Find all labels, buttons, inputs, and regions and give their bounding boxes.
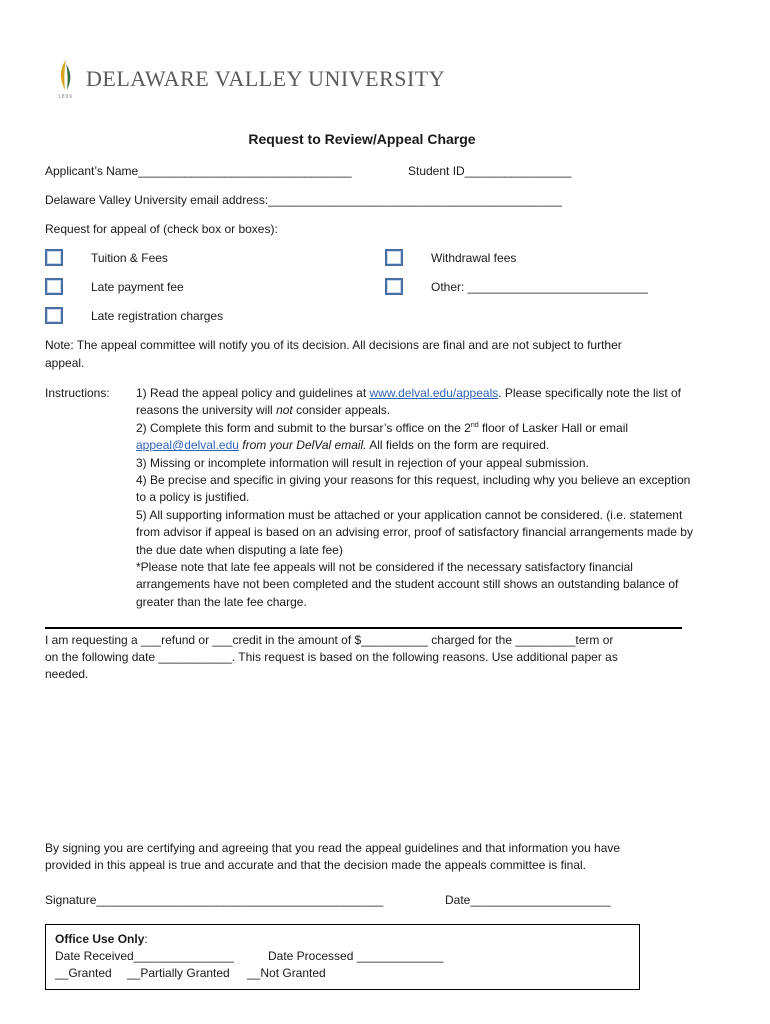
note-line-2: appeal. [45,356,85,370]
founding-year: 1896 [58,94,74,100]
date-received-field[interactable]: Date Received_______________ [55,949,234,963]
granted-option[interactable]: __Granted [55,966,112,980]
instruction-4: 4) Be precise and specific in giving your reasons for this request, including why you believe an exception to a policy is justified. [136,473,691,505]
signature-field[interactable]: Signature___________________________________________ [45,893,384,907]
applicant-name-field[interactable]: Applicant’s Name________________________________ [45,164,352,178]
request-line-2[interactable]: on the following date ___________. This request is based on the following reasons. Use additional paper as [45,650,618,664]
not-granted-option[interactable]: __Not Granted [247,966,326,980]
other-field[interactable]: Other: ___________________________ [431,280,648,294]
instruction-2: 2) Complete this form and submit to the bursar’s office on the 2nd floor of Lasker Hall or email appeal@delval.edu from your DelVal email. All fields on the form are required. [136,420,629,453]
partially-granted-option[interactable]: __Partially Granted [127,966,230,980]
university-name: DELAWARE VALLEY UNIVERSITY [86,66,446,91]
certify-line-2: provided in this appeal is true and accurate and that the decision made the appeals committee is final. [45,858,586,872]
date-processed-field[interactable]: Date Processed _____________ [268,949,444,963]
office-use-box [45,924,640,990]
withdrawal-checkbox[interactable] [385,249,403,266]
tuition-label: Tuition & Fees [91,251,168,265]
late-payment-checkbox[interactable] [45,278,63,295]
page-title: Request to Review/Appeal Charge [248,131,476,147]
request-intro: Request for appeal of (check box or boxes): [45,222,278,236]
certify-line-1: By signing you are certifying and agreeing that you read the appeal guidelines and that information you have [45,841,621,855]
withdrawal-label: Withdrawal fees [431,251,517,265]
section-divider [45,627,682,629]
late-payment-label: Late payment fee [91,280,184,294]
reasons-area[interactable] [45,686,682,836]
appeal-email-link[interactable]: appeal@delval.edu [136,438,239,453]
instructions-label: Instructions: [45,386,110,400]
student-id-field[interactable]: Student ID________________ [408,164,572,178]
late-registration-checkbox[interactable] [45,307,63,324]
instruction-5: 5) All supporting information must be attached or your application cannot be considered. (i.e. statement from advisor if appeal is based on an advising error, proof of satisfactory financial arrangements made by the due date when disputing a late fee) [136,507,693,557]
office-use-title: Office Use Only: [55,932,148,946]
other-checkbox[interactable] [385,278,403,295]
appeals-link[interactable]: www.delval.edu/appeals [369,386,499,400]
instruction-3: 3) Missing or incomplete information will result in rejection of your appeal submission. [136,455,589,470]
instruction-6: *Please note that late fee appeals will not be considered if the necessary satisfactory financial arrangements have not been completed and the student account still shows an outstanding balance of greater than the late fee charge. [136,560,679,609]
wheat-leaf-icon [56,58,76,98]
instruction-1: 1) Read the appeal policy and guidelines at www.delval.edu/appeals. Please specifically note the list of reasons the university will not consider appeals. [136,386,682,418]
university-logo [56,58,76,98]
late-registration-label: Late registration charges [91,309,224,323]
date-field[interactable]: Date_____________________ [445,893,611,907]
tuition-checkbox[interactable] [45,249,63,266]
email-field[interactable]: Delaware Valley University email address:____________________________________________ [45,193,562,207]
note-line-1: Note: The appeal committee will notify you of its decision. All decisions are final and are not subject to further [45,338,622,352]
request-line-3: needed. [45,667,89,681]
request-line-1[interactable]: I am requesting a ___refund or ___credit in the amount of $__________ charged for the _________term or [45,633,614,647]
instructions-list [136,385,696,611]
